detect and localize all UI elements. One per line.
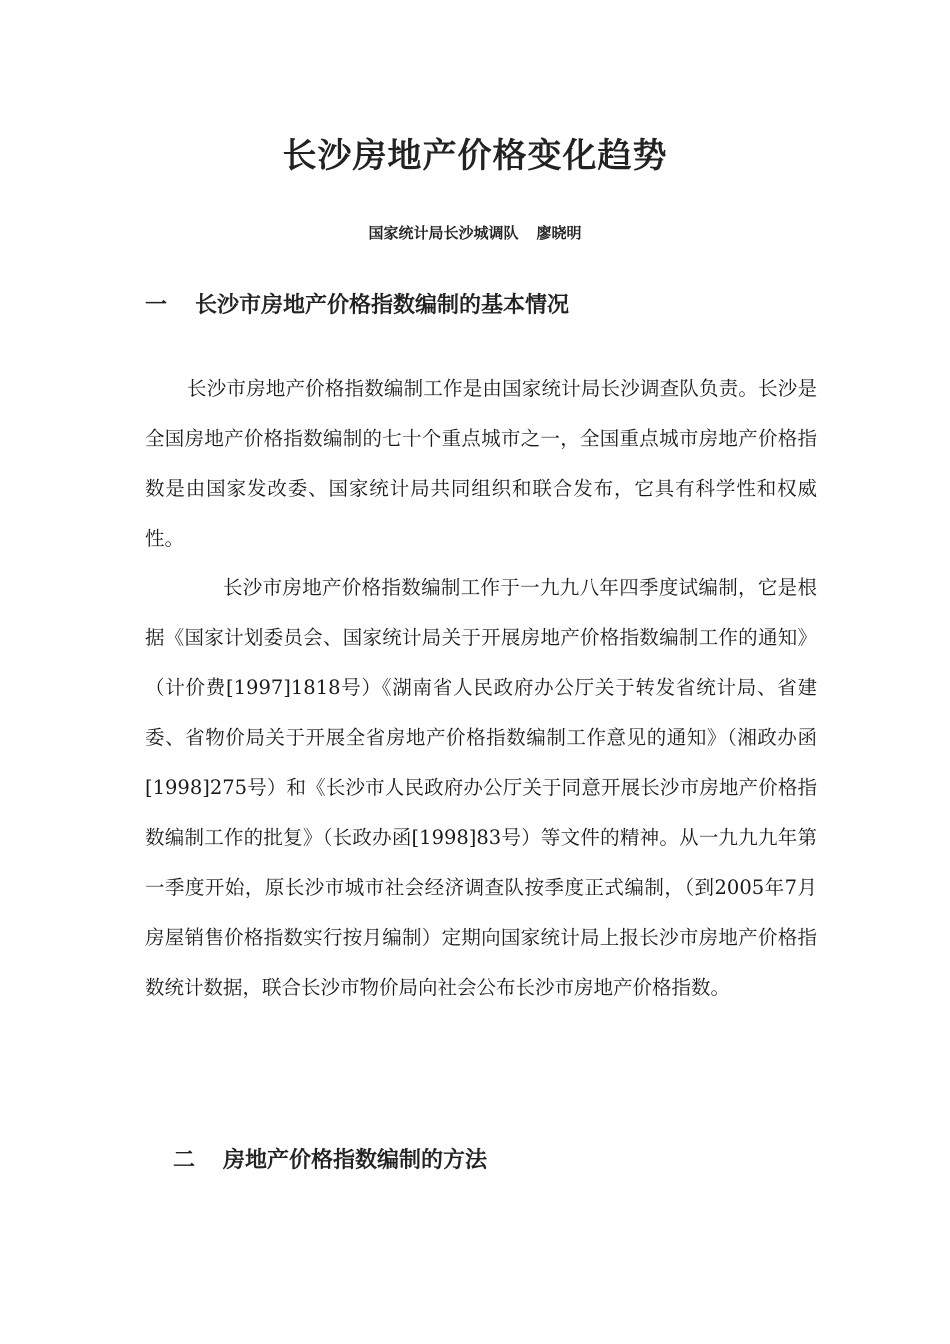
author-name: 廖晓明 xyxy=(536,224,582,242)
section-number: 二 xyxy=(173,1148,196,1173)
document-title: 长沙房地产价格变化趋势 xyxy=(282,136,668,176)
section-heading-text: 房地产价格指数编制的方法 xyxy=(223,1148,488,1173)
paragraph-1: 长沙市房地产价格指数编制工作是由国家统计局长沙调查队负责。长沙是全国房地产价格指数编制的七十个重点城市之一，全国重点城市房地产价格指数是由国家发改委、国家统计局共同组织和联合发布，它具有科学性和权威性。 xyxy=(145,377,817,550)
paragraph-2: 长沙市房地产价格指数编制工作于一九九八年四季度试编制，它是根据《国家计划委员会、国家统计局关于开展房地产价格指数编制工作的通知》（计价费[1997]1818号）《湖南省人民政府办公厅关于转发省统计局、省建委、省物价局关于开展全省房地产价格指数编制工作意见的通知》（湘政办函[1998]275号）和《长沙市人民政府办公厅关于同意开展长沙市房地产价格指数编制工作的批复》（长政办函[1998]83号）等文件的精神。从一九九九年第一季度开始，原长沙市城市社会经济调查队按季度正式编制，（到2005年7月房屋销售价格指数实行按月编制）定期向国家统计局上报长沙市房地产价格指数统计数据，联合长沙市物价局向社会公布长沙市房地产价格指数。 xyxy=(145,576,817,999)
section-heading-1 xyxy=(145,288,569,319)
section-heading-2 xyxy=(173,1143,487,1174)
author-line xyxy=(0,222,950,243)
section-number: 一 xyxy=(145,293,168,318)
author-organization: 国家统计局长沙城调队 xyxy=(368,224,519,242)
section-heading-text: 长沙市房地产价格指数编制的基本情况 xyxy=(195,293,570,318)
